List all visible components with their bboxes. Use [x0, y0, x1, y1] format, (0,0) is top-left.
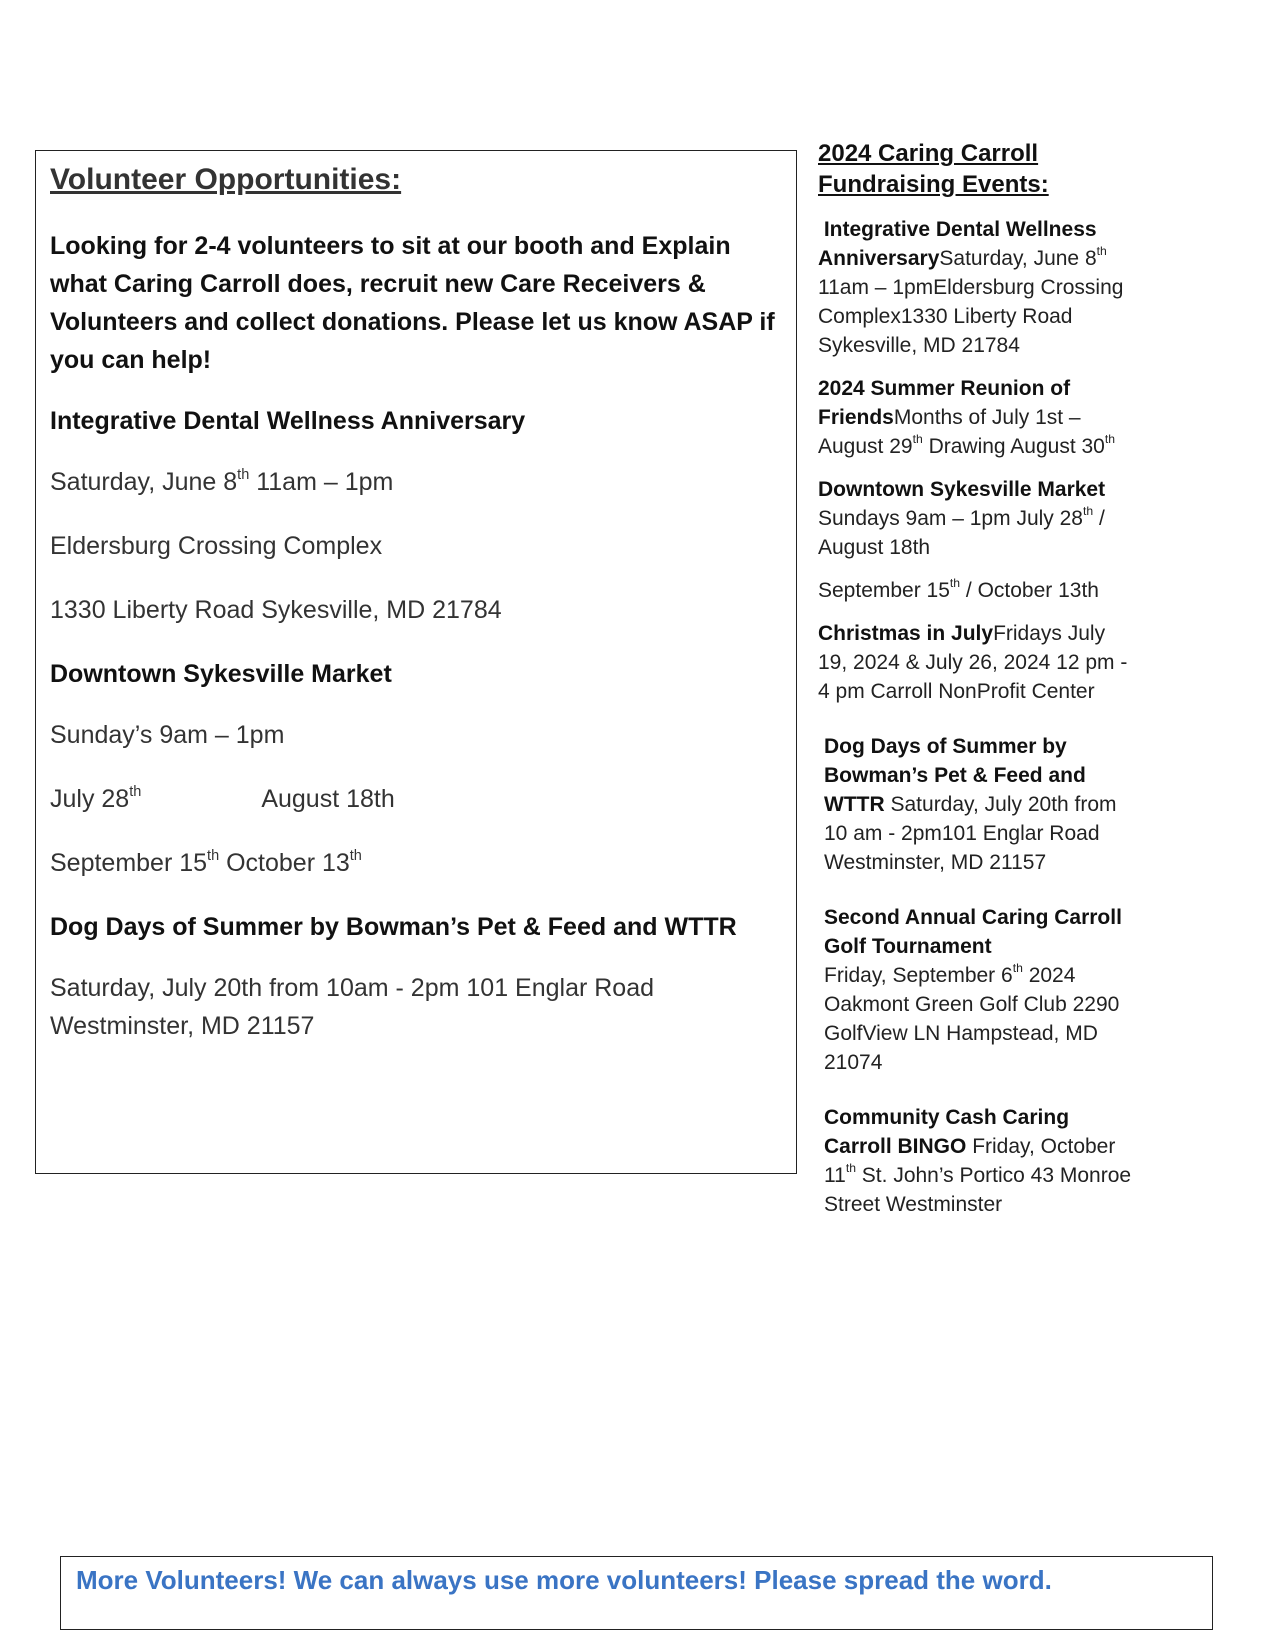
event-title-dental: Integrative Dental Wellness Anniversary	[50, 407, 526, 435]
fundraising-events-column	[818, 138, 1138, 1233]
event-address-dental: 1330 Liberty Road Sykesville, MD 21784	[50, 596, 502, 624]
event-details-dog-days: Saturday, July 20th from 10am - 2pm 101 Englar Road Westminster, MD 21157	[50, 974, 655, 1040]
event-date-dental: Saturday, June 8th 11am – 1pm	[50, 466, 394, 496]
fundraising-event-reunion: 2024 Summer Reunion of FriendsMonths of July 1st – August 29th Drawing August 30th	[818, 377, 1115, 458]
event-dates-market-2: September 15th October 13th	[50, 847, 362, 877]
fundraising-event-dog-days: Dog Days of Summer by Bowman’s Pet & Feed and WTTR Saturday, July 20th from 10 am - 2pm101 Englar Road Westminster, MD 21157	[824, 735, 1117, 874]
volunteer-intro: Looking for 2-4 volunteers to sit at our booth and Explain what Caring Carroll does, recruit new Care Receivers & Volunteers and collect donations. Please let us know ASAP if you can help!	[50, 232, 775, 374]
banner-text: More Volunteers! We can always use more volunteers! Please spread the word.	[76, 1565, 1052, 1595]
fundraising-event-market-dates: September 15th / October 13th	[818, 576, 1099, 602]
fundraising-event-golf: Second Annual Caring Carroll Golf Tournament Friday, September 6th 2024 Oakmont Green Golf Club 2290 GolfView LN Hampstead, MD 21074	[824, 906, 1122, 1074]
event-place-dental: Eldersburg Crossing Complex	[50, 532, 383, 560]
volunteer-opportunities-box	[35, 150, 797, 1174]
event-title-market: Downtown Sykesville Market	[50, 660, 392, 688]
volunteer-heading: Volunteer Opportunities:	[50, 163, 402, 196]
event-title-dog-days: Dog Days of Summer by Bowman’s Pet & Feed and WTTR	[50, 913, 737, 941]
event-time-market: Sunday’s 9am – 1pm	[50, 721, 285, 749]
fundraising-event-dental: Integrative Dental Wellness AnniversarySaturday, June 8th 11am – 1pmEldersburg Crossing Complex1330 Liberty Road Sykesville, MD 21784	[818, 218, 1124, 357]
event-dates-market-1: July 28th August 18th	[50, 783, 395, 813]
fundraising-event-christmas: Christmas in JulyFridays July 19, 2024 & July 26, 2024 12 pm - 4 pm Carroll NonProfit Center	[818, 622, 1128, 703]
fundraising-title: 2024 Caring Carroll Fundraising Events:	[818, 140, 1049, 198]
more-volunteers-banner	[60, 1556, 1213, 1630]
fundraising-event-bingo: Community Cash Caring Carroll BINGO Friday, October 11th St. John’s Portico 43 Monroe Street Westminster	[824, 1106, 1132, 1216]
fundraising-event-market: Downtown Sykesville Market Sundays 9am – 1pm July 28th / August 18th	[818, 478, 1106, 559]
